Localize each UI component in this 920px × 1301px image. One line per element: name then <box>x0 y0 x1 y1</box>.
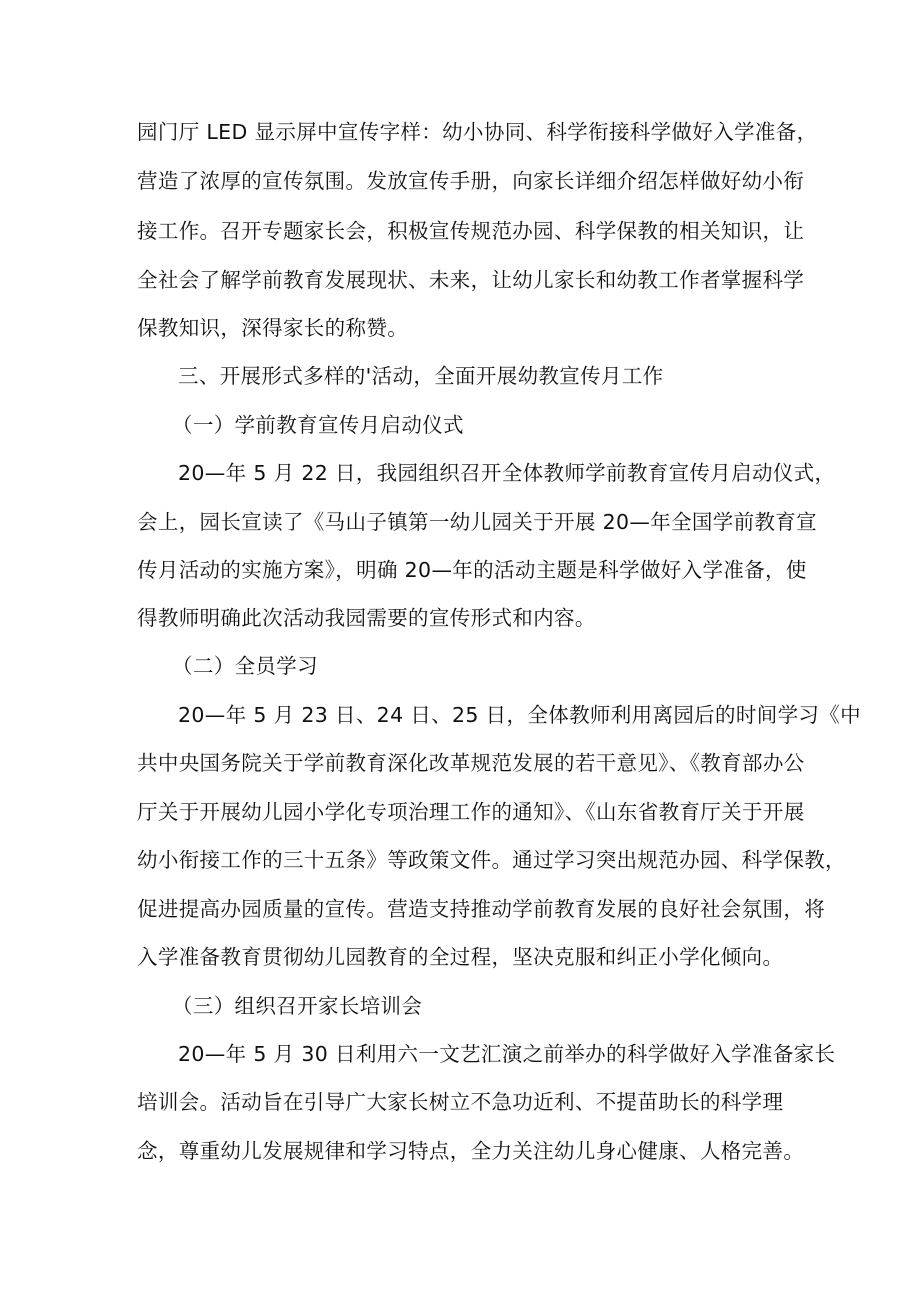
text-line: 20—年 5 月 22 日，我园组织召开全体教师学前教育宣传月启动仪式， <box>178 461 836 485</box>
text-line: 厅关于开展幼儿园小学化专项治理工作的通知》、《山东省教育厅关于开展 <box>137 800 805 824</box>
subsection-heading: （一）学前教育宣传月启动仪式 <box>172 413 464 437</box>
text-line: 全社会了解学前教育发展现状、未来，让幼儿家长和幼教工作者掌握科学 <box>137 268 805 292</box>
text-line: 接工作。召开专题家长会，积极宣传规范办园、科学保教的相关知识，让 <box>137 219 805 243</box>
text-line: 会上，园长宣读了《马山子镇第一幼儿园关于开展 20—年全国学前教育宣 <box>137 510 817 534</box>
section-heading: 三、开展形式多样的'活动，全面开展幼教宣传月工作 <box>178 364 664 388</box>
text-line: 20—年 5 月 30 日利用六一文艺汇演之前举办的科学做好入学准备家长 <box>178 1042 836 1066</box>
text-line: 保教知识，深得家长的称赞。 <box>137 316 409 340</box>
subsection-heading: （三）组织召开家长培训会 <box>172 994 423 1018</box>
text-line: 幼小衔接工作的三十五条》等政策文件。通过学习突出规范办园、科学保教， <box>137 848 846 872</box>
text-line: 培训会。活动旨在引导广大家长树立不急功近利、不提苗助长的科学理 <box>137 1090 784 1114</box>
text-line: 传月活动的实施方案》，明确 20—年的活动主题是科学做好入学准备，使 <box>137 558 807 582</box>
text-line: 念，尊重幼儿发展规律和学习特点，全力关注幼儿身心健康、人格完善。 <box>137 1139 805 1163</box>
text-line: 营造了浓厚的宣传氛围。发放宣传手册，向家长详细介绍怎样做好幼小衔 <box>137 169 805 193</box>
text-line: 入学准备教育贯彻幼儿园教育的全过程，坚决克服和纠正小学化倾向。 <box>137 945 784 969</box>
subsection-heading: （二）全员学习 <box>172 654 318 678</box>
text-line: 促进提高办园质量的宣传。营造支持推动学前教育发展的良好社会氛围，将 <box>137 897 826 921</box>
text-line: 20—年 5 月 23 日、24 日、25 日，全体教师利用离园后的时间学习《中 <box>178 703 861 727</box>
text-line: 得教师明确此次活动我园需要的宣传形式和内容。 <box>137 606 596 630</box>
text-line: 园门厅 LED 显示屏中宣传字样：幼小协同、科学衔接科学做好入学准备， <box>137 120 818 144</box>
text-line: 共中央国务院关于学前教育深化改革规范发展的若干意见》、《教育部办公 <box>137 751 805 775</box>
